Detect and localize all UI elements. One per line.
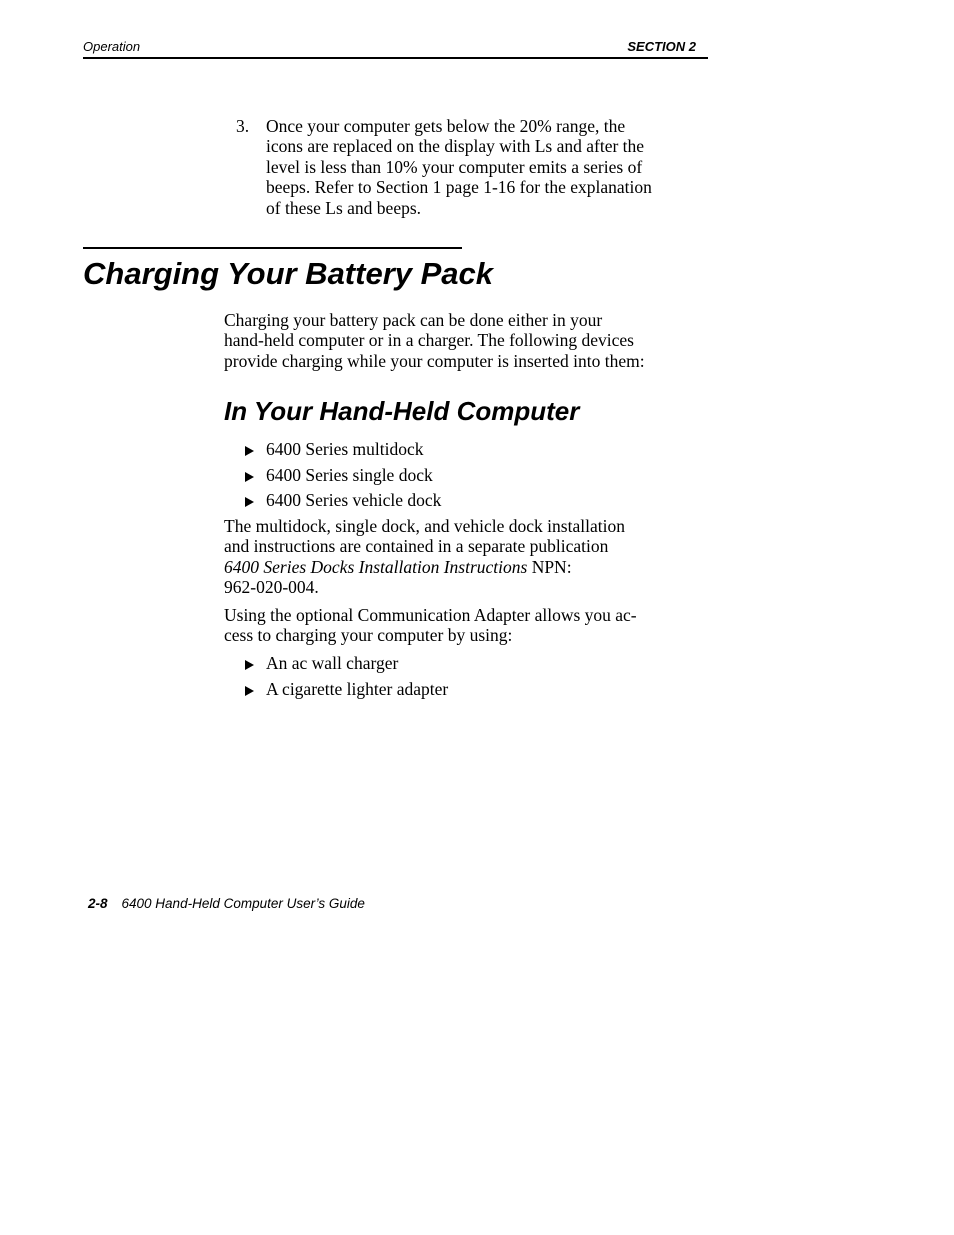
step-number: 3.: [236, 116, 250, 136]
step-line: icons are replaced on the display with Ls and after the: [266, 136, 645, 157]
section-rule: [83, 247, 462, 249]
publication-title: 6400 Series Docks Installation Instructions: [224, 556, 528, 577]
paragraph-line: The multidock, single dock, and vehicle dock installation: [224, 516, 625, 536]
intro-paragraph: [224, 310, 714, 371]
list-item: [245, 465, 441, 491]
bullet-triangle-icon: [245, 472, 254, 482]
paragraph-line: [224, 557, 714, 577]
adapter-paragraph: [224, 605, 714, 646]
list-item: [245, 490, 441, 516]
bullet-triangle-icon: [245, 686, 254, 696]
running-header-section: SECTION 2: [627, 39, 696, 54]
charger-list: [245, 653, 448, 704]
list-item: [245, 679, 448, 705]
paragraph-line: Charging your battery pack can be done either in your: [224, 310, 603, 330]
list-item-text: An ac wall charger: [266, 653, 399, 673]
bullet-triangle-icon: [245, 497, 254, 507]
list-item: [245, 653, 448, 679]
list-item-text: 6400 Series single dock: [266, 464, 433, 485]
bullet-triangle-icon: [245, 446, 254, 456]
subsection-heading: In Your Hand-Held Computer: [224, 396, 580, 426]
paragraph-line: and instructions are contained in a separate publication: [224, 536, 609, 557]
paragraph-line: Using the optional Communication Adapter allows you ac-: [224, 605, 637, 625]
step-text: [266, 116, 712, 218]
header-rule: [83, 57, 708, 59]
page-number: 2-8: [88, 896, 108, 911]
running-header-left: Operation: [83, 39, 141, 54]
step-line: beeps. Refer to Section 1 page 1-16 for the explanation: [266, 177, 652, 198]
list-item-text: 6400 Series multidock: [266, 439, 424, 459]
list-item-text: 6400 Series vehicle dock: [266, 490, 442, 510]
list-item-text: A cigarette lighter adapter: [266, 678, 449, 699]
dock-list: [245, 439, 441, 516]
paragraph-line: provide charging while your computer is inserted into them:: [224, 350, 645, 371]
step-line: level is less than 10% your computer emits a series of: [266, 156, 643, 177]
list-item: [245, 439, 441, 465]
paragraph-line: 962-020-004.: [224, 577, 319, 598]
section-heading: Charging Your Battery Pack: [83, 256, 494, 291]
docks-paragraph: [224, 516, 714, 598]
paragraph-line: hand-held computer or in a charger. The following devices: [224, 330, 634, 351]
step-line: Once your computer gets below the 20% range, the: [266, 116, 626, 136]
npn-label: NPN:: [527, 556, 572, 577]
step-line: of these Ls and beeps.: [266, 197, 422, 218]
bullet-triangle-icon: [245, 660, 254, 670]
page-footer: [88, 896, 365, 911]
guide-title: 6400 Hand-Held Computer User’s Guide: [121, 896, 365, 911]
paragraph-line: cess to charging your computer by using:: [224, 625, 513, 646]
